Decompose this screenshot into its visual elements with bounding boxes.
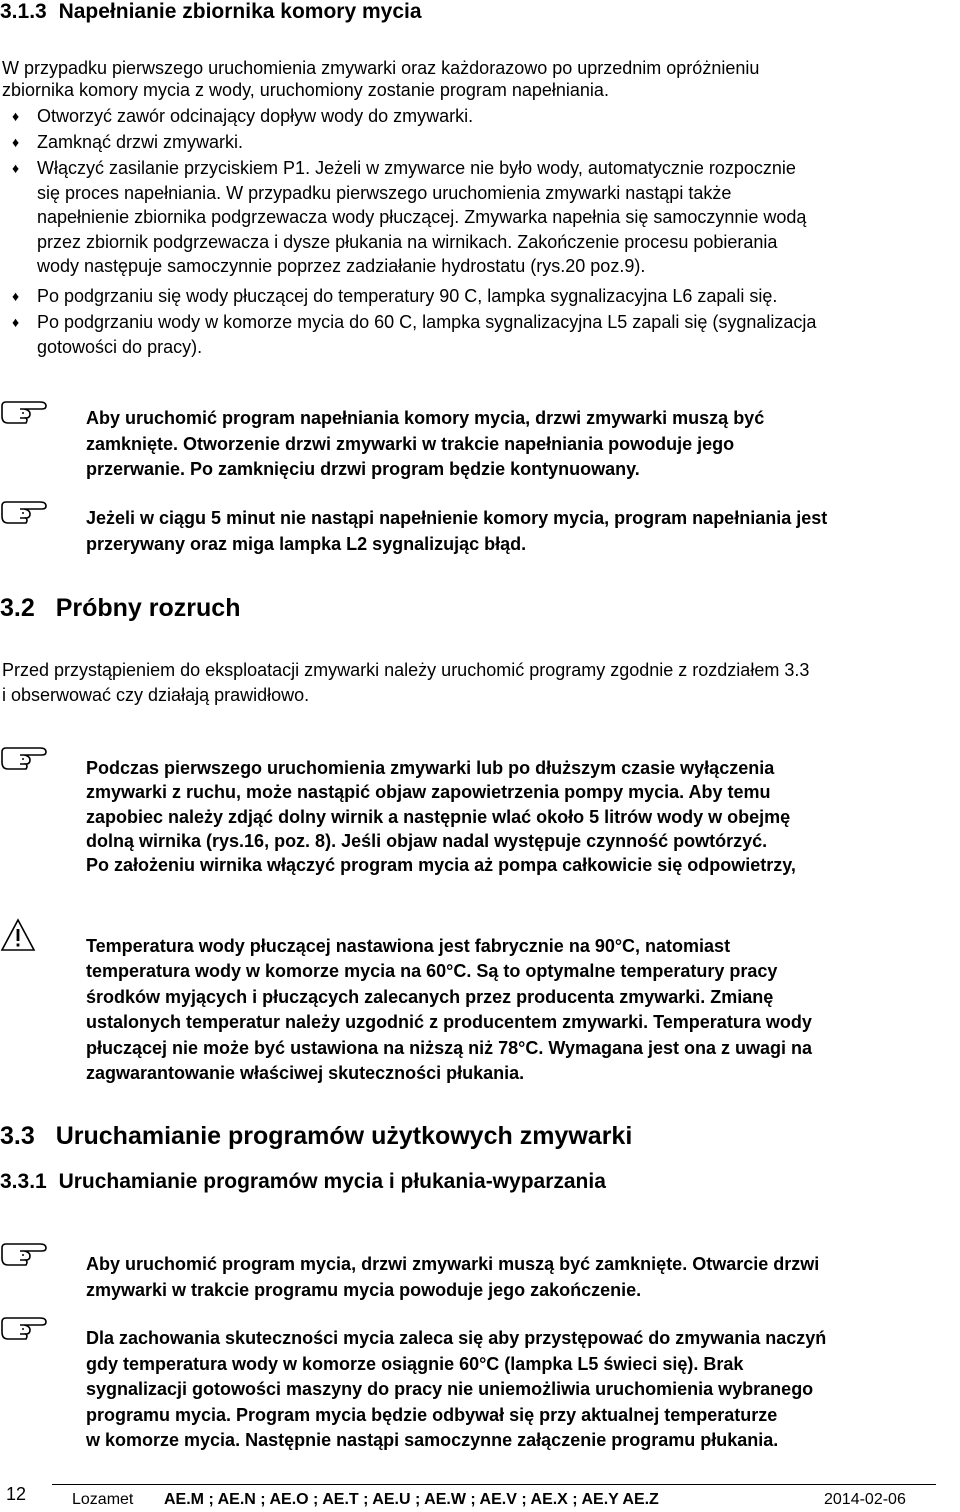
diamond-bullet-icon: ♦ [12,314,20,330]
warning-block: Temperatura wody płuczącej nastawiona jest fabrycznie na 90°C, natomiast temperatura wody w komorze mycia na 60°C. Są to optymalne temperatury pracy środków myjących i płuczących zalecanych przez producenta zmywarki. Zmianę ustalonych temperatur należy uzgodnić z producentem zmywarki. Temperatura wody płuczącej nie może być ustawiona na niższą niż 78°C. Wymagana jest ona z uwagi na zagwarantowanie właściwej skuteczności płukania. [86,936,813,1084]
section-number: 3.2 [0,594,35,622]
warning-triangle-icon [0,918,36,952]
diamond-bullet-icon: ♦ [12,288,20,304]
section-number: 3.3 [0,1122,35,1150]
bullet-item: ♦ Po podgrzaniu się wody płuczącej do temperatury 90 C, lampka sygnalizacyjna L6 zapali się. [12,284,960,309]
section-heading-3-3-1 [0,1170,606,1194]
footer-date: 2014-02-06 [824,1491,906,1508]
bullet-item: ♦ Zamknąć drzwi zmywarki. [12,130,960,155]
section-heading-3-2 [0,594,240,623]
intro-line: W przypadku pierwszego uruchomienia zmywarki oraz każdorazowo po uprzednim opróżnieniu [2,58,760,78]
footer-brand: Lozamet [72,1491,134,1508]
pointing-hand-icon [0,396,48,424]
section-number: 3.1.3 [0,0,47,23]
diamond-bullet-icon: ♦ [12,160,20,176]
s32-paragraph: Przed przystąpieniem do eksploatacji zmywarki należy uruchomić programy zgodnie z rozdziałem 3.3 i obserwować czy działają prawidłowo. [2,660,810,705]
note-block: Aby uruchomić program napełniania komory mycia, drzwi zmywarki muszą być zamknięte. Otworzenie drzwi zmywarki w trakcie napełniania powoduje jego przerwanie. Po zamknięciu drzwi program będzie kontynuowany. [86,408,765,479]
section-title: Uruchamianie programów mycia i płukania-wyparzania [58,1170,606,1193]
note-block: Podczas pierwszego uruchomienia zmywarki lub po dłuższym czasie wyłączenia zmywarki z ruchu, może nastąpić objaw zapowietrzenia pompy mycia. Aby temu zapobiec należy zdjąć dolny wirnik a następnie wlać około 5 litrów wody w obejmę dolną wirnika (rys.16, poz. 8). Jeśli objaw nadal występuje czynność powtórzyć. Po założeniu wirnika włączyć program mycia aż pompa całkowicie się odpowietrzy, [86,758,796,876]
pointing-hand-icon [0,1312,48,1340]
section-title: Próbny rozruch [55,594,241,622]
bullet-item: ♦ Po podgrzaniu wody w komorze mycia do 60 C, lampka sygnalizacyjna L5 zapali się (sygnalizacja gotowości do pracy). [12,312,817,357]
section-title: Uruchamianie programów użytkowych zmywarki [55,1122,633,1150]
footer-models: AE.M ; AE.N ; AE.O ; AE.T ; AE.U ; AE.W ; AE.V ; AE.X ; AE.Y AE.Z [164,1491,659,1508]
intro-line: zbiornika komory mycia z wody, uruchomiony zostanie program napełniania. [2,79,609,100]
note-block: Dla zachowania skuteczności mycia zaleca się aby przystępować do zmywania naczyń gdy temperatura wody w komorze osiągnie 60°C (lampka L5 świeci się). Brak sygnalizacji gotowości maszyny do pracy nie uniemożliwia uruchomienia wybranego programu mycia. Program mycia będzie odbywał się przy aktualnej temperaturze w komorze mycia. Następnie nastąpi samoczynne załączenie programu płukania. [86,1328,827,1450]
bullet-item: ♦ Otworzyć zawór odcinający dopływ wody do zmywarki. [12,104,960,129]
section-heading-3-3 [0,1122,632,1151]
pointing-hand-icon [0,1238,48,1266]
pointing-hand-icon [0,496,48,524]
note-block: Jeżeli w ciągu 5 minut nie nastąpi napełnienie komory mycia, program napełniania jest przerywany oraz miga lampka L2 sygnalizując błąd. [86,508,828,554]
page-number: 12 [6,1484,27,1504]
bullet-item: ♦ Włączyć zasilanie przyciskiem P1. Jeżeli w zmywarce nie było wody, automatycznie rozpocznie się proces napełniania. W przypadku pierwszego uruchomienia zmywarki nastąpi także napełnienie zbiornika podgrzewacza wody płuczącej. Zmywarka napełnia się samoczynnie wodą przez zbiornik podgrzewacza i dysze płukania na wirnikach. Zakończenie procesu pobierania wody następuje samoczynnie poprzez zadziałanie hydrostatu (rys.20 poz.9). [12,158,807,276]
diamond-bullet-icon: ♦ [12,108,20,124]
intro-paragraph [2,56,958,102]
pointing-hand-icon [0,742,48,770]
note-block: Aby uruchomić program mycia, drzwi zmywarki muszą być zamknięte. Otwarcie drzwi zmywarki w trakcie programu mycia powoduje jego zakończenie. [86,1254,820,1300]
section-title: Napełnianie zbiornika komory mycia [58,0,422,23]
section-number: 3.3.1 [0,1170,47,1193]
diamond-bullet-icon: ♦ [12,134,20,150]
section-heading-3-1-3 [0,0,422,24]
footer-rule [52,1484,936,1485]
